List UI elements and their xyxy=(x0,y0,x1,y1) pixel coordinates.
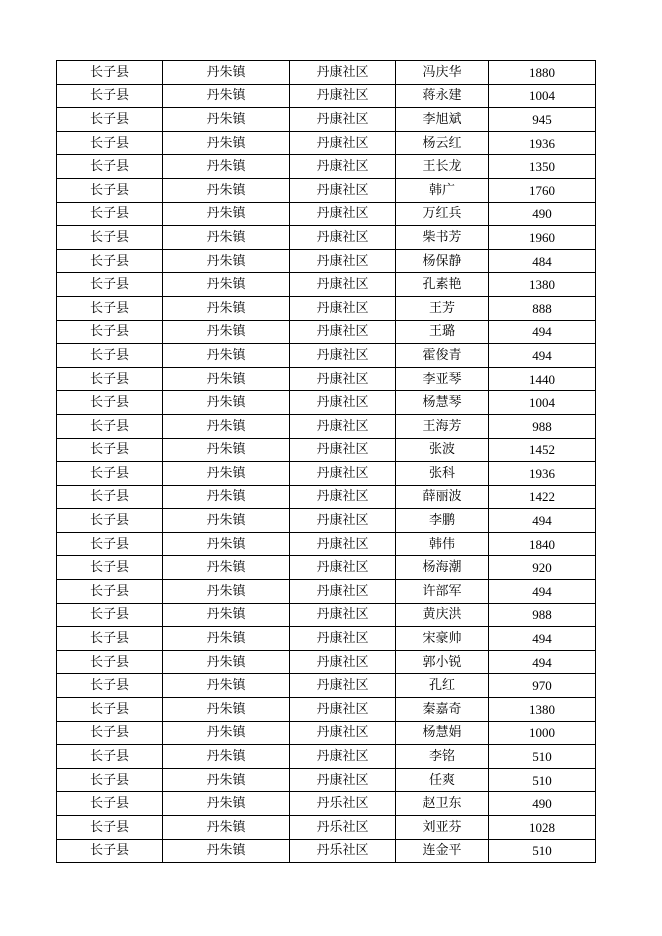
table-row xyxy=(57,273,596,297)
county-cell: 长子县 xyxy=(57,391,163,415)
name-cell: 赵卫东 xyxy=(396,792,489,816)
amount-cell: 1422 xyxy=(489,485,596,509)
community-cell: 丹康社区 xyxy=(290,509,396,533)
community-cell: 丹康社区 xyxy=(290,603,396,627)
town-cell: 丹朱镇 xyxy=(163,485,290,509)
table-row xyxy=(57,296,596,320)
community-cell: 丹康社区 xyxy=(290,296,396,320)
table-row xyxy=(57,839,596,863)
table-row xyxy=(57,391,596,415)
town-cell: 丹朱镇 xyxy=(163,320,290,344)
community-cell: 丹乐社区 xyxy=(290,792,396,816)
table-row xyxy=(57,532,596,556)
table-row xyxy=(57,367,596,391)
county-cell: 长子县 xyxy=(57,674,163,698)
table-row xyxy=(57,556,596,580)
amount-cell: 1004 xyxy=(489,391,596,415)
amount-cell: 1380 xyxy=(489,698,596,722)
amount-cell: 510 xyxy=(489,839,596,863)
amount-cell: 1350 xyxy=(489,155,596,179)
table-row xyxy=(57,580,596,604)
town-cell: 丹朱镇 xyxy=(163,839,290,863)
town-cell: 丹朱镇 xyxy=(163,556,290,580)
name-cell: 杨保静 xyxy=(396,249,489,273)
county-cell: 长子县 xyxy=(57,249,163,273)
county-cell: 长子县 xyxy=(57,344,163,368)
table-row xyxy=(57,698,596,722)
amount-cell: 970 xyxy=(489,674,596,698)
town-cell: 丹朱镇 xyxy=(163,61,290,85)
amount-cell: 494 xyxy=(489,627,596,651)
county-cell: 长子县 xyxy=(57,178,163,202)
name-cell: 李旭斌 xyxy=(396,108,489,132)
community-cell: 丹康社区 xyxy=(290,320,396,344)
community-cell: 丹康社区 xyxy=(290,391,396,415)
name-cell: 韩伟 xyxy=(396,532,489,556)
amount-cell: 1960 xyxy=(489,226,596,250)
town-cell: 丹朱镇 xyxy=(163,745,290,769)
county-cell: 长子县 xyxy=(57,792,163,816)
county-cell: 长子县 xyxy=(57,226,163,250)
community-cell: 丹康社区 xyxy=(290,745,396,769)
community-cell: 丹康社区 xyxy=(290,249,396,273)
county-cell: 长子县 xyxy=(57,603,163,627)
county-cell: 长子县 xyxy=(57,509,163,533)
name-cell: 李鹏 xyxy=(396,509,489,533)
community-cell: 丹康社区 xyxy=(290,674,396,698)
community-cell: 丹康社区 xyxy=(290,627,396,651)
town-cell: 丹朱镇 xyxy=(163,273,290,297)
amount-cell: 494 xyxy=(489,344,596,368)
county-cell: 长子县 xyxy=(57,721,163,745)
town-cell: 丹朱镇 xyxy=(163,603,290,627)
amount-cell: 494 xyxy=(489,650,596,674)
name-cell: 李铭 xyxy=(396,745,489,769)
table-row xyxy=(57,108,596,132)
county-cell: 长子县 xyxy=(57,768,163,792)
community-cell: 丹康社区 xyxy=(290,226,396,250)
name-cell: 薛丽波 xyxy=(396,485,489,509)
community-cell: 丹康社区 xyxy=(290,344,396,368)
town-cell: 丹朱镇 xyxy=(163,391,290,415)
community-cell: 丹康社区 xyxy=(290,61,396,85)
community-cell: 丹康社区 xyxy=(290,414,396,438)
amount-cell: 1028 xyxy=(489,816,596,840)
town-cell: 丹朱镇 xyxy=(163,627,290,651)
community-cell: 丹康社区 xyxy=(290,768,396,792)
name-cell: 任爽 xyxy=(396,768,489,792)
amount-cell: 1880 xyxy=(489,61,596,85)
community-cell: 丹康社区 xyxy=(290,650,396,674)
amount-cell: 988 xyxy=(489,414,596,438)
table-row xyxy=(57,816,596,840)
table-row xyxy=(57,650,596,674)
county-cell: 长子县 xyxy=(57,108,163,132)
county-cell: 长子县 xyxy=(57,745,163,769)
amount-cell: 494 xyxy=(489,509,596,533)
name-cell: 王长龙 xyxy=(396,155,489,179)
name-cell: 杨慧琴 xyxy=(396,391,489,415)
amount-cell: 494 xyxy=(489,320,596,344)
name-cell: 刘亚芬 xyxy=(396,816,489,840)
amount-cell: 1004 xyxy=(489,84,596,108)
town-cell: 丹朱镇 xyxy=(163,178,290,202)
town-cell: 丹朱镇 xyxy=(163,721,290,745)
amount-cell: 494 xyxy=(489,580,596,604)
table-row xyxy=(57,438,596,462)
amount-cell: 1760 xyxy=(489,178,596,202)
table-row xyxy=(57,131,596,155)
county-cell: 长子县 xyxy=(57,839,163,863)
town-cell: 丹朱镇 xyxy=(163,84,290,108)
amount-cell: 1380 xyxy=(489,273,596,297)
town-cell: 丹朱镇 xyxy=(163,532,290,556)
table-row xyxy=(57,249,596,273)
town-cell: 丹朱镇 xyxy=(163,367,290,391)
name-cell: 霍俊青 xyxy=(396,344,489,368)
county-cell: 长子县 xyxy=(57,462,163,486)
amount-cell: 484 xyxy=(489,249,596,273)
amount-cell: 920 xyxy=(489,556,596,580)
table-row xyxy=(57,745,596,769)
table-row xyxy=(57,462,596,486)
amount-cell: 510 xyxy=(489,745,596,769)
amount-cell: 1440 xyxy=(489,367,596,391)
name-cell: 王海芳 xyxy=(396,414,489,438)
table-row xyxy=(57,674,596,698)
county-cell: 长子县 xyxy=(57,532,163,556)
data-table xyxy=(56,60,596,863)
name-cell: 杨海潮 xyxy=(396,556,489,580)
table-row xyxy=(57,320,596,344)
table-row xyxy=(57,509,596,533)
table-row xyxy=(57,61,596,85)
town-cell: 丹朱镇 xyxy=(163,509,290,533)
county-cell: 长子县 xyxy=(57,61,163,85)
community-cell: 丹康社区 xyxy=(290,462,396,486)
community-cell: 丹康社区 xyxy=(290,202,396,226)
town-cell: 丹朱镇 xyxy=(163,249,290,273)
amount-cell: 1840 xyxy=(489,532,596,556)
town-cell: 丹朱镇 xyxy=(163,698,290,722)
town-cell: 丹朱镇 xyxy=(163,438,290,462)
table-row xyxy=(57,768,596,792)
county-cell: 长子县 xyxy=(57,816,163,840)
town-cell: 丹朱镇 xyxy=(163,650,290,674)
table-row xyxy=(57,344,596,368)
name-cell: 李亚琴 xyxy=(396,367,489,391)
town-cell: 丹朱镇 xyxy=(163,462,290,486)
name-cell: 秦嘉奇 xyxy=(396,698,489,722)
name-cell: 王芳 xyxy=(396,296,489,320)
town-cell: 丹朱镇 xyxy=(163,131,290,155)
amount-cell: 988 xyxy=(489,603,596,627)
name-cell: 王璐 xyxy=(396,320,489,344)
community-cell: 丹康社区 xyxy=(290,698,396,722)
table-row xyxy=(57,84,596,108)
town-cell: 丹朱镇 xyxy=(163,296,290,320)
table-row xyxy=(57,485,596,509)
community-cell: 丹康社区 xyxy=(290,273,396,297)
community-cell: 丹康社区 xyxy=(290,178,396,202)
community-cell: 丹康社区 xyxy=(290,108,396,132)
name-cell: 黄庆洪 xyxy=(396,603,489,627)
county-cell: 长子县 xyxy=(57,414,163,438)
table-row xyxy=(57,226,596,250)
name-cell: 柴书芳 xyxy=(396,226,489,250)
community-cell: 丹康社区 xyxy=(290,721,396,745)
town-cell: 丹朱镇 xyxy=(163,792,290,816)
county-cell: 长子县 xyxy=(57,627,163,651)
county-cell: 长子县 xyxy=(57,367,163,391)
community-cell: 丹康社区 xyxy=(290,532,396,556)
community-cell: 丹康社区 xyxy=(290,131,396,155)
community-cell: 丹康社区 xyxy=(290,438,396,462)
amount-cell: 1452 xyxy=(489,438,596,462)
town-cell: 丹朱镇 xyxy=(163,108,290,132)
name-cell: 张波 xyxy=(396,438,489,462)
table-row xyxy=(57,414,596,438)
name-cell: 韩广 xyxy=(396,178,489,202)
name-cell: 孔素艳 xyxy=(396,273,489,297)
county-cell: 长子县 xyxy=(57,698,163,722)
name-cell: 连金平 xyxy=(396,839,489,863)
table-row xyxy=(57,178,596,202)
table-body xyxy=(57,61,596,863)
town-cell: 丹朱镇 xyxy=(163,674,290,698)
county-cell: 长子县 xyxy=(57,155,163,179)
town-cell: 丹朱镇 xyxy=(163,414,290,438)
community-cell: 丹康社区 xyxy=(290,367,396,391)
name-cell: 蒋永建 xyxy=(396,84,489,108)
community-cell: 丹康社区 xyxy=(290,556,396,580)
town-cell: 丹朱镇 xyxy=(163,155,290,179)
county-cell: 长子县 xyxy=(57,650,163,674)
amount-cell: 888 xyxy=(489,296,596,320)
table-row xyxy=(57,721,596,745)
county-cell: 长子县 xyxy=(57,320,163,344)
name-cell: 孔红 xyxy=(396,674,489,698)
amount-cell: 490 xyxy=(489,202,596,226)
town-cell: 丹朱镇 xyxy=(163,816,290,840)
name-cell: 许部军 xyxy=(396,580,489,604)
community-cell: 丹康社区 xyxy=(290,84,396,108)
name-cell: 万红兵 xyxy=(396,202,489,226)
amount-cell: 510 xyxy=(489,768,596,792)
table-row xyxy=(57,627,596,651)
county-cell: 长子县 xyxy=(57,202,163,226)
county-cell: 长子县 xyxy=(57,438,163,462)
amount-cell: 1936 xyxy=(489,131,596,155)
table-row xyxy=(57,792,596,816)
table-row xyxy=(57,202,596,226)
community-cell: 丹康社区 xyxy=(290,580,396,604)
table-row xyxy=(57,603,596,627)
community-cell: 丹乐社区 xyxy=(290,839,396,863)
name-cell: 宋豪帅 xyxy=(396,627,489,651)
county-cell: 长子县 xyxy=(57,131,163,155)
county-cell: 长子县 xyxy=(57,556,163,580)
amount-cell: 945 xyxy=(489,108,596,132)
town-cell: 丹朱镇 xyxy=(163,202,290,226)
name-cell: 杨慧娟 xyxy=(396,721,489,745)
town-cell: 丹朱镇 xyxy=(163,344,290,368)
county-cell: 长子县 xyxy=(57,485,163,509)
town-cell: 丹朱镇 xyxy=(163,226,290,250)
community-cell: 丹康社区 xyxy=(290,155,396,179)
town-cell: 丹朱镇 xyxy=(163,768,290,792)
county-cell: 长子县 xyxy=(57,580,163,604)
table-row xyxy=(57,155,596,179)
county-cell: 长子县 xyxy=(57,84,163,108)
town-cell: 丹朱镇 xyxy=(163,580,290,604)
community-cell: 丹乐社区 xyxy=(290,816,396,840)
amount-cell: 1936 xyxy=(489,462,596,486)
name-cell: 张科 xyxy=(396,462,489,486)
name-cell: 冯庆华 xyxy=(396,61,489,85)
amount-cell: 490 xyxy=(489,792,596,816)
amount-cell: 1000 xyxy=(489,721,596,745)
name-cell: 郭小锐 xyxy=(396,650,489,674)
name-cell: 杨云红 xyxy=(396,131,489,155)
community-cell: 丹康社区 xyxy=(290,485,396,509)
county-cell: 长子县 xyxy=(57,273,163,297)
county-cell: 长子县 xyxy=(57,296,163,320)
